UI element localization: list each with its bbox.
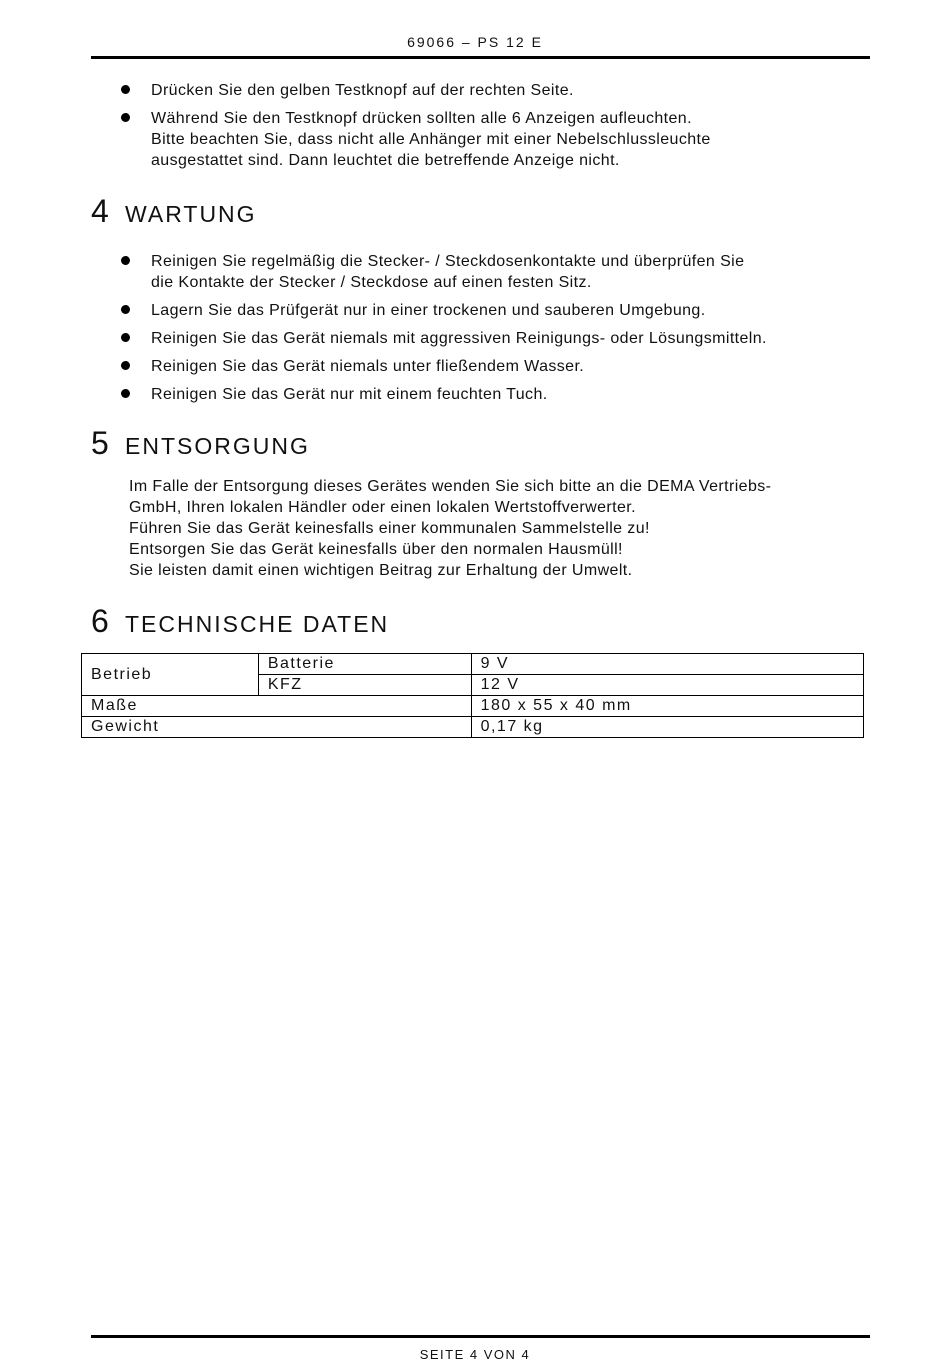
- batterie-label: Batterie: [258, 654, 471, 675]
- list-item: [118, 300, 878, 321]
- paragraph-line: Führen Sie das Gerät keinesfalls einer kommunalen Sammelstelle zu!: [129, 520, 650, 537]
- list-item-line: ausgestattet sind. Dann leuchtet die betreffende Anzeige nicht.: [151, 152, 620, 169]
- bullet-icon: [121, 389, 130, 398]
- kfz-label: KFZ: [258, 675, 471, 696]
- list-item-line: Während Sie den Testknopf drücken sollten alle 6 Anzeigen aufleuchten.: [151, 110, 692, 127]
- list-item-line: Drücken Sie den gelben Testknopf auf der rechten Seite.: [151, 82, 574, 99]
- kfz-value: 12 V: [471, 675, 863, 696]
- list-item: [118, 384, 878, 405]
- bullet-icon: [121, 333, 130, 342]
- table-row: [82, 654, 864, 675]
- bullet-icon: [121, 85, 130, 94]
- betrieb-label: Betrieb: [82, 654, 259, 696]
- intro-bullet-list: [118, 80, 878, 178]
- list-item-line: die Kontakte der Stecker / Steckdose auf einen festen Sitz.: [151, 274, 592, 291]
- gewicht-label: Gewicht: [82, 717, 472, 738]
- footer-rule: [91, 1335, 870, 1338]
- list-item-line: Reinigen Sie das Gerät niemals mit aggressiven Reinigungs- oder Lösungsmitteln.: [151, 330, 767, 347]
- section-heading-technische-daten: [91, 603, 389, 640]
- masse-value: 180 x 55 x 40 mm: [471, 696, 863, 717]
- document-header: 69066 – PS 12 E: [407, 34, 543, 50]
- header-rule: [91, 56, 870, 59]
- bullet-icon: [121, 305, 130, 314]
- paragraph-line: GmbH, Ihren lokalen Händler oder einen lokalen Wertstoffverwerter.: [129, 499, 636, 516]
- masse-label: Maße: [82, 696, 472, 717]
- list-item-line: Lagern Sie das Prüfgerät nur in einer trockenen und sauberen Umgebung.: [151, 302, 706, 319]
- page-number: SEITE 4 VON 4: [419, 1347, 531, 1362]
- section-title: TECHNISCHE DATEN: [125, 611, 390, 637]
- paragraph-line: Im Falle der Entsorgung dieses Gerätes wenden Sie sich bitte an die DEMA Vertriebs-: [129, 478, 772, 495]
- paragraph-line: Sie leisten damit einen wichtigen Beitrag zur Erhaltung der Umwelt.: [129, 562, 633, 579]
- section-heading-wartung: [91, 193, 257, 230]
- list-item-line: Bitte beachten Sie, dass nicht alle Anhänger mit einer Nebelschlussleuchte: [151, 131, 711, 148]
- section-title: WARTUNG: [125, 201, 257, 227]
- batterie-value: 9 V: [471, 654, 863, 675]
- section-title: ENTSORGUNG: [125, 433, 310, 459]
- section-number: 5: [91, 425, 109, 461]
- list-item: [118, 328, 878, 349]
- bullet-icon: [121, 256, 130, 265]
- bullet-icon: [121, 361, 130, 370]
- section-number: 4: [91, 193, 109, 229]
- paragraph-line: Entsorgen Sie das Gerät keinesfalls über den normalen Hausmüll!: [129, 541, 623, 558]
- list-item: [118, 251, 878, 293]
- list-item: [118, 356, 878, 377]
- gewicht-value: 0,17 kg: [471, 717, 863, 738]
- wartung-bullet-list: [118, 251, 878, 412]
- table-row: [82, 696, 864, 717]
- list-item-line: Reinigen Sie das Gerät niemals unter fließendem Wasser.: [151, 358, 585, 375]
- entsorgung-paragraph: [129, 476, 869, 581]
- list-item-line: Reinigen Sie das Gerät nur mit einem feuchten Tuch.: [151, 386, 548, 403]
- list-item-line: Reinigen Sie regelmäßig die Stecker- / Steckdosenkontakte und überprüfen Sie: [151, 253, 745, 270]
- technical-data-table: [81, 653, 864, 738]
- table-row: [82, 717, 864, 738]
- section-number: 6: [91, 603, 109, 639]
- list-item: [118, 80, 878, 101]
- bullet-icon: [121, 113, 130, 122]
- list-item: [118, 108, 878, 171]
- section-heading-entsorgung: [91, 425, 310, 462]
